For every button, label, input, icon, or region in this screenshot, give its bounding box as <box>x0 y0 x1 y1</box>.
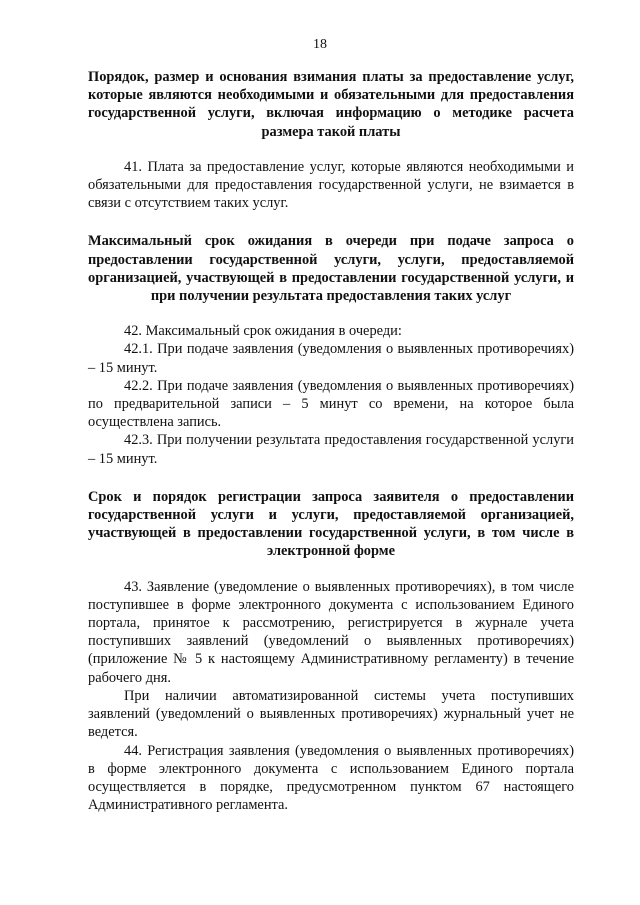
section-heading-queue-time: Максимальный срок ожидания в очереди при подаче запроса о предоставлении государственной услуги, услуги, предоставляемой организацией, участвующей в предоставлении государственной услуги, и при получении результата предоставления таких услуг <box>88 233 574 305</box>
document-body <box>88 68 574 814</box>
paragraph-42-1: 42.1. При подаче заявления (уведомления о выявленных противоречиях) – 15 минут. <box>88 341 574 376</box>
spacer <box>88 141 574 158</box>
spacer <box>88 561 574 578</box>
paragraph-43-note: При наличии автоматизированной системы учета поступивших заявлений (уведомлений о выявленных противоречиях) журнальный учет не ведется. <box>88 687 574 741</box>
page-number: 18 <box>313 37 327 52</box>
paragraph-43: 43. Заявление (уведомление о выявленных противоречиях), в том числе поступившее в форме электронного документа с использованием Единого портала, принятое к рассмотрению, регистрируется в журнале учета поступивших заявлений (уведомлений о выявленных противоречиях) (приложение № 5 к настоящему Административному регламенту) в течение рабочего дня. <box>88 578 574 686</box>
paragraph-42-2: 42.2. При подаче заявления (уведомления о выявленных противоречиях) по предварительной записи – 5 минут со времени, на которое была осуществлена запись. <box>88 377 574 431</box>
paragraph-42-3: 42.3. При получении результата предоставления государственной услуги – 15 минут. <box>88 432 574 467</box>
spacer <box>88 305 574 322</box>
section-heading-fees: Порядок, размер и основания взимания платы за предоставление услуг, которые являются необходимыми и обязательными для предоставления государственной услуги, включая информацию о методике расчета размера такой платы <box>88 69 574 140</box>
paragraph-41: 41. Плата за предоставление услуг, которые являются необходимыми и обязательными для предоставления государственной услуги, не взимается в связи с отсутствием таких услуг. <box>88 158 574 212</box>
spacer <box>88 212 574 232</box>
paragraph-42: 42. Максимальный срок ожидания в очереди: <box>124 323 402 340</box>
section-heading-registration: Срок и порядок регистрации запроса заявителя о предоставлении государственной услуги и услуги, предоставляемой организацией, участвующей в предоставлении государственной услуги, в том числе в электронной форме <box>88 488 574 560</box>
spacer <box>88 468 574 488</box>
paragraph-44: 44. Регистрация заявления (уведомления о выявленных противоречиях) в форме электронного документа с использованием Единого портала осуществляется в порядке, предусмотренном пунктом 67 настоящего Административного регламента. <box>88 742 574 814</box>
